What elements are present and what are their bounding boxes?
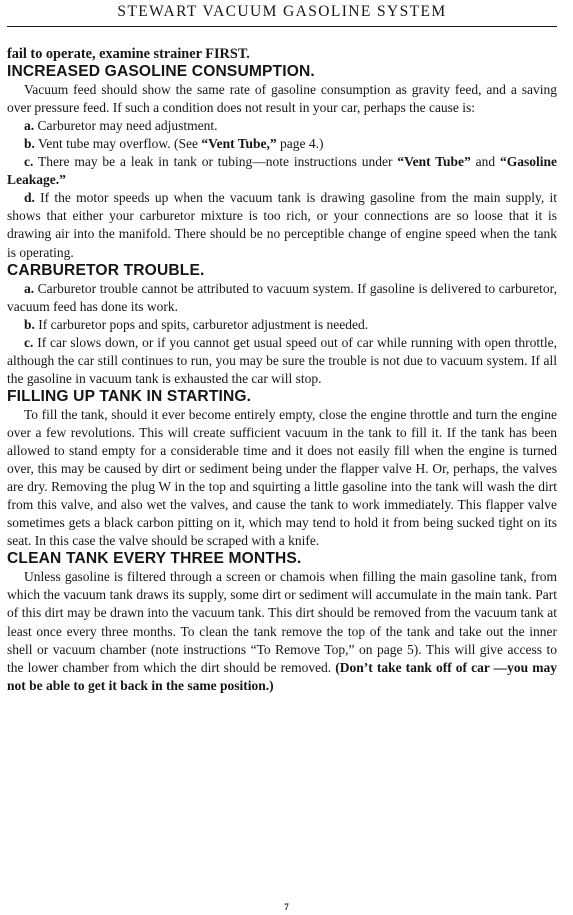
item-marker: c.	[24, 154, 34, 170]
item-increased-d	[7, 189, 557, 261]
item-text: If the motor speeds up when the vacuum tank is drawing gasoline from the main supply, it shows that either your carburetor mixture is too rich, or your connections are so loose that it is drawing air into the manifold. There should be no perceptible change of engine speed when the tank is operating.	[7, 190, 557, 260]
item-text: Carburetor may need adjustment.	[37, 118, 218, 134]
item-carburetor-c	[7, 334, 557, 388]
heading-increased-consumption: INCREASED GASOLINE CONSUMPTION.	[7, 63, 315, 81]
item-carburetor-a	[7, 280, 557, 316]
item-increased-a	[7, 117, 557, 135]
item-marker: c.	[24, 334, 34, 350]
paragraph-clean-tank	[7, 568, 557, 694]
item-increased-c	[7, 153, 557, 189]
item-marker: b.	[24, 316, 35, 332]
item-marker: a.	[24, 118, 35, 134]
item-increased-b	[7, 135, 557, 153]
item-marker: b.	[24, 136, 35, 152]
paragraph-increased-intro: Vacuum feed should show the same rate of gasoline consumption as gravity feed, and a saving over pressure feed. If such a condition does not result in your car, perhaps the cause is:	[7, 82, 557, 116]
heading-filling-up-tank: FILLING UP TANK IN STARTING.	[7, 387, 252, 405]
item-text: Carburetor trouble cannot be attributed to vacuum system. If gasoline is delivered to carburetor, vacuum feed has done its work.	[7, 280, 557, 314]
running-head: STEWART VACUUM GASOLINE SYSTEM	[117, 3, 447, 20]
item-text: If car slows down, or if you cannot get usual speed out of car while running with open throttle, although the car still continues to run, you may be sure the trouble is not due to vacuum system. If all the gasoline in vacuum tank is exhausted the car will stop.	[7, 334, 557, 386]
warning-text: (Don’t take tank off of car —you may not be able to get it back in the same position.)	[7, 659, 558, 693]
page-number: 7	[284, 902, 289, 912]
item-text: Vent tube may overflow. (See	[38, 136, 202, 152]
reference-gasoline-leakage: “Gasoline Leakage.”	[7, 154, 557, 188]
reference-vent-tube: “Vent Tube,”	[201, 136, 277, 152]
intro-line: fail to operate, examine strainer FIRST.	[7, 46, 250, 62]
paragraph-filling-up-tank: To fill the tank, should it ever become entirely empty, close the engine throttle and turn the engine over a few revolutions. This will create sufficient vacuum in the tank to fill it. If the tank has been allowed to stand empty for a considerable time and it does not easily fill when the engine is turned over, this may be caused by dirt or sediment being under the flapper valve H. Or, perhaps, the valves are dry. Removing the plug W in the top and squirting a little gasoline into the tank will wash the dirt from this valve, and also wet the valves, and cause the tank to work immediately. This flapper valve sometimes gets a black carbon pitting on it, which may tend to hold it from being sucked tight on its seat. In this case the valve should be scraped with a knife.	[7, 406, 557, 549]
item-marker: a.	[24, 280, 35, 296]
heading-clean-tank: CLEAN TANK EVERY THREE MONTHS.	[7, 550, 302, 568]
item-text-and: and	[470, 154, 500, 170]
reference-vent-tube: “Vent Tube”	[397, 154, 471, 170]
body-text	[7, 45, 557, 695]
header-rule	[7, 26, 557, 27]
item-marker: d.	[24, 190, 35, 206]
paragraph-text: Unless gasoline is filtered through a screen or chamois when filling the main gasoline tank, from which the vacuum tank draws its supply, some dirt or sediment will accumulate in the main tank. Part of this dirt may be drawn into the vacuum tank. This dirt should be removed from the vacuum tank at least once every three months. To clean the tank remove the top of the tank and take out the inner shell or vacuum chamber (note instructions “To Remove Top,” on page 5). This will give access to the lower chamber from which the dirt should be removed.	[7, 569, 557, 675]
item-text: If carburetor pops and spits, carburetor adjustment is needed.	[38, 316, 369, 332]
item-text-tail: page 4.)	[276, 136, 324, 152]
item-carburetor-b	[7, 316, 557, 334]
heading-carburetor-trouble: CARBURETOR TROUBLE.	[7, 261, 205, 279]
item-text: There may be a leak in tank or tubing—note instructions under	[38, 154, 398, 170]
